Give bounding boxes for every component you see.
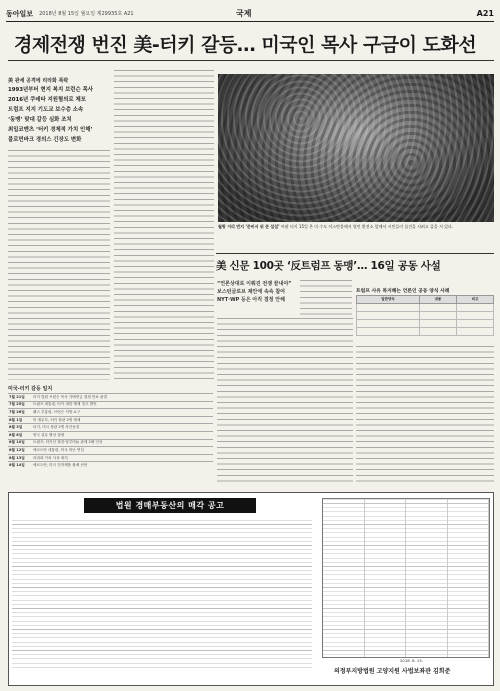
timeline-row: [8, 424, 213, 432]
timeline-text: 터키 법원 브런슨 목사 가택연금 결정 만료 판결: [32, 394, 213, 402]
timeline-text: 리라화 가치 사상 최저: [32, 454, 213, 462]
timeline-text: 미 재무부, 터키 장관 2명 제재: [32, 416, 213, 424]
deck-line: 트럼프 지지 기도교 보수층 소속: [8, 107, 84, 113]
timeline-date: 8월 8일: [8, 431, 32, 439]
timeline-text: 트럼프, 터키산 철강·알루미늄 관세 2배 인상: [32, 439, 213, 447]
timeline-date: 7월 25일: [8, 401, 32, 409]
timeline-date: 7월 21일: [8, 394, 32, 402]
sidebar-header: 일반양식: [357, 296, 420, 304]
timeline-date: 8월 13일: [8, 454, 32, 462]
timeline-text: 펜스 부통령, 브런슨 석방 요구: [32, 409, 213, 417]
photo-caption: [218, 224, 494, 230]
timeline-date: 8월 10일: [8, 439, 32, 447]
second-headline: 美 신문 100곳 ‘反트럼프 동맹’… 16일 공동 사설: [216, 260, 441, 272]
timeline-row: [8, 394, 213, 402]
ad-date: 2018. 8. 15.: [400, 658, 423, 663]
timeline-date: 8월 1일: [8, 416, 32, 424]
timeline-date: 7월 26일: [8, 409, 32, 417]
article-column-2: [114, 70, 214, 380]
page-number: A21: [476, 9, 494, 18]
timeline-row: [8, 401, 213, 409]
newspaper-brand: 동아일보: [6, 9, 34, 18]
pull-quote: “언론상대로 이뤄진 전쟁 끝내야” 보스턴글로브 제안에 속속 참여 NYT·WP 등은 아직 결정 안해: [217, 281, 292, 303]
article2-column-1b: [300, 280, 352, 318]
ad-footer: 의정부지방법원 고양지원 사법보좌관 김희준: [334, 668, 451, 675]
timeline-date: 8월 12일: [8, 447, 32, 455]
crowd-photo: [218, 74, 494, 222]
issue-date: 2018년 8월 15일 월요일 제29935호 A21: [39, 11, 134, 17]
timeline-text: 에르도안 대통령, 미국 비난 연설: [32, 447, 213, 455]
sidebar-table-title: 트럼프 사유 복지해는 언론인 공동 양식 사례: [356, 289, 450, 294]
deck-line: 2016년 쿠데타 지원혐의로 체포: [8, 97, 86, 103]
article-deck: [8, 78, 110, 145]
article-column-1: [8, 150, 110, 380]
sidebar-header: 내용: [419, 296, 456, 304]
deck-line: ‘동맹’ 맞대 갈등 심화 조치: [8, 117, 72, 123]
timeline-table: [8, 393, 213, 469]
caption-lead: 월랑 거리 번지 ‘준비서 위 준 섭섭’: [218, 224, 280, 229]
timeline-date: 8월 14일: [8, 462, 32, 470]
deck-line: 블로먼바크 경의스 긴장도 변화: [8, 137, 82, 143]
timeline-text: 트럼프 대통령, 터키 대한 제재 경고 발언: [32, 401, 213, 409]
caption-text: 아팔 터키 15일 온 미 수도 이스탄불에서 열린 환전소 앞에서 시민들이 물건을 사려고 줄을 서 있다.: [280, 224, 454, 229]
article2-column-1: [217, 318, 353, 484]
deck-label: 美 관세 공격에 리라화 폭락: [8, 78, 69, 84]
ad-body-text: [12, 520, 312, 670]
timeline-title: 미국-터키 갈등 일지: [8, 386, 53, 392]
masthead: [6, 6, 494, 22]
ad-title: 법원 경매부동산의 매각 공고: [84, 498, 256, 513]
timeline-row: [8, 447, 213, 455]
timeline-text: 에르도안, 미국 전자제품 불매 선언: [32, 462, 213, 470]
timeline-row: [8, 431, 213, 439]
timeline-text: 양국 실무 협상 결렬: [32, 431, 213, 439]
sidebar-table: [356, 295, 494, 336]
timeline-text: 터키, 미국 장관 2명 자산동결: [32, 424, 213, 432]
timeline-row: [8, 416, 213, 424]
timeline-row: [8, 409, 213, 417]
timeline-row: [8, 454, 213, 462]
sidebar-header: 비고: [456, 296, 493, 304]
timeline-date: 8월 3일: [8, 424, 32, 432]
main-headline: 경제전쟁 번진 美-터키 갈등… 미국인 목사 구금이 도화선: [14, 34, 477, 56]
section-name: 국제: [236, 9, 252, 18]
timeline-row: [8, 462, 213, 470]
timeline-row: [8, 439, 213, 447]
deck-line: 최일코멘츠 ‘터키 경제적 가치 인해’: [8, 127, 93, 133]
article2-column-2: [356, 346, 494, 484]
ad-listing-table: [322, 498, 490, 658]
deck-line: 1993년부터 현지 복지 브런슨 목사: [8, 87, 93, 93]
